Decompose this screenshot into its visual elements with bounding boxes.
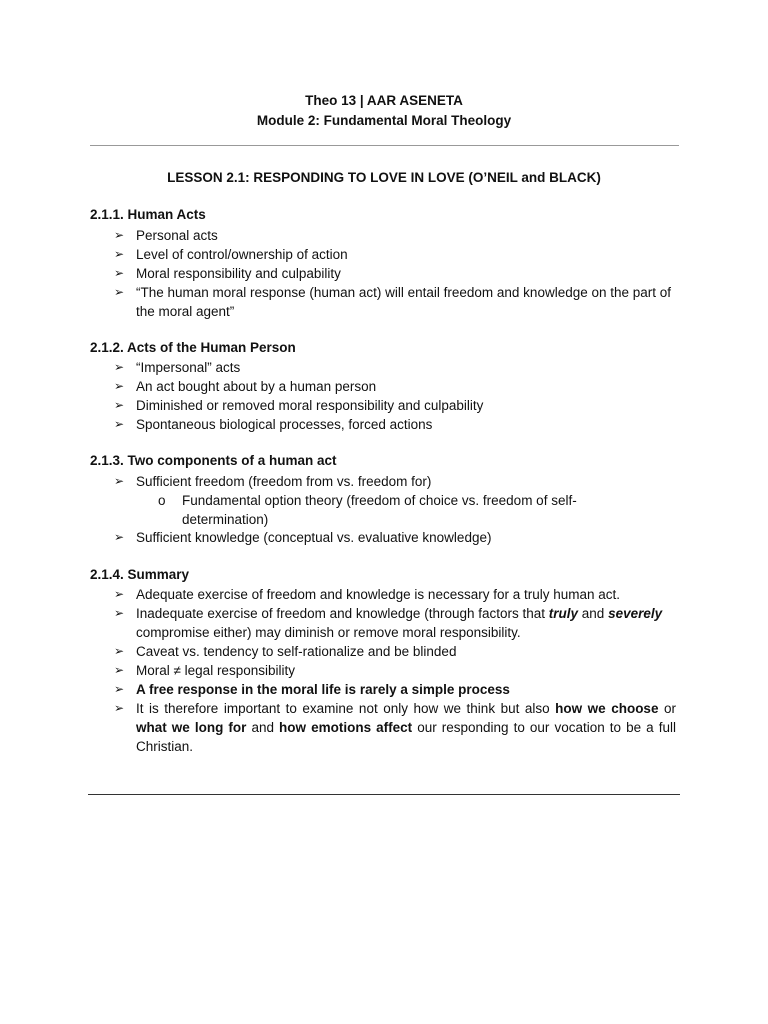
arrow-bullet-icon: ➢ bbox=[114, 474, 125, 488]
arrow-bullet-icon: ➢ bbox=[114, 587, 125, 601]
arrow-bullet-icon: ➢ bbox=[114, 701, 125, 715]
arrow-bullet-icon: ➢ bbox=[114, 644, 125, 658]
arrow-bullet-icon: ➢ bbox=[114, 663, 125, 677]
arrow-bullet-icon: ➢ bbox=[114, 266, 125, 280]
arrow-bullet-icon: ➢ bbox=[114, 398, 125, 412]
arrow-bullet-icon: ➢ bbox=[114, 285, 125, 299]
document-page: Theo 13 | AAR ASENETA Module 2: Fundamental Moral Theology LESSON 2.1: RESPONDING TO LOVE IN LOVE (O’NEIL and BLACK) 2.1.1. Human Acts ➢ Personal acts ➢ Level of control/ownership of action ➢ Moral responsibility and culpability ➢ “The human moral response (human act) will entail freedom and knowledge on the part of the moral agent” 2.1.2. Acts of the Human Person ➢ “Impersonal” acts ➢ An act bought about by a human person ➢ Diminished or removed moral responsibility and culpability ➢ Spontaneous biological processes, forced actions 2.1.3. Two components of a human act ➢ Sufficient freedom (freedom from vs. freedom for) o Fundamental option theory (freedom of choice vs. freedom of self- determination) ➢ Sufficient knowledge (conceptual vs. evaluative knowledge) 2.1.4. Summary ➢ Adequate exercise of freedom and knowledge is necessary for a truly human act. ➢ Inadequate exercise of freedom and knowledge (through factors that truly and severely compromise either) may diminish or remove moral responsibility. ➢ Caveat vs. tendency to self-rationalize and be blinded ➢ Moral ≠ legal responsibility ➢ A free response in the moral life is rarely a simple process ➢ It is therefore important to examine not only how we think but also how we choose or what we long for and how emotions affect our responding to our vocation to be a full Christian. bbox=[0, 0, 768, 1024]
arrow-bullet-icon: ➢ bbox=[114, 417, 125, 431]
section-heading-human-acts: 2.1.1. Human Acts bbox=[90, 207, 206, 222]
circle-bullet-icon: o bbox=[158, 493, 166, 508]
arrow-bullet-icon: ➢ bbox=[114, 247, 125, 261]
module-title: Module 2: Fundamental Moral Theology bbox=[256, 113, 512, 128]
section-heading-acts-of-human-person: 2.1.2. Acts of the Human Person bbox=[90, 340, 296, 355]
lesson-title: LESSON 2.1: RESPONDING TO LOVE IN LOVE (O’NEIL and BLACK) bbox=[167, 170, 601, 185]
arrow-bullet-icon: ➢ bbox=[114, 530, 125, 544]
arrow-bullet-icon: ➢ bbox=[114, 606, 125, 620]
section-heading-two-components: 2.1.3. Two components of a human act bbox=[90, 453, 337, 468]
footer-divider bbox=[88, 794, 680, 795]
course-header: Theo 13 | AAR ASENETA bbox=[305, 93, 463, 108]
arrow-bullet-icon: ➢ bbox=[114, 360, 125, 374]
header-divider bbox=[90, 145, 679, 146]
section-heading-summary: 2.1.4. Summary bbox=[90, 567, 190, 582]
arrow-bullet-icon: ➢ bbox=[114, 379, 125, 393]
arrow-bullet-icon: ➢ bbox=[114, 228, 125, 242]
arrow-bullet-icon: ➢ bbox=[114, 682, 125, 696]
